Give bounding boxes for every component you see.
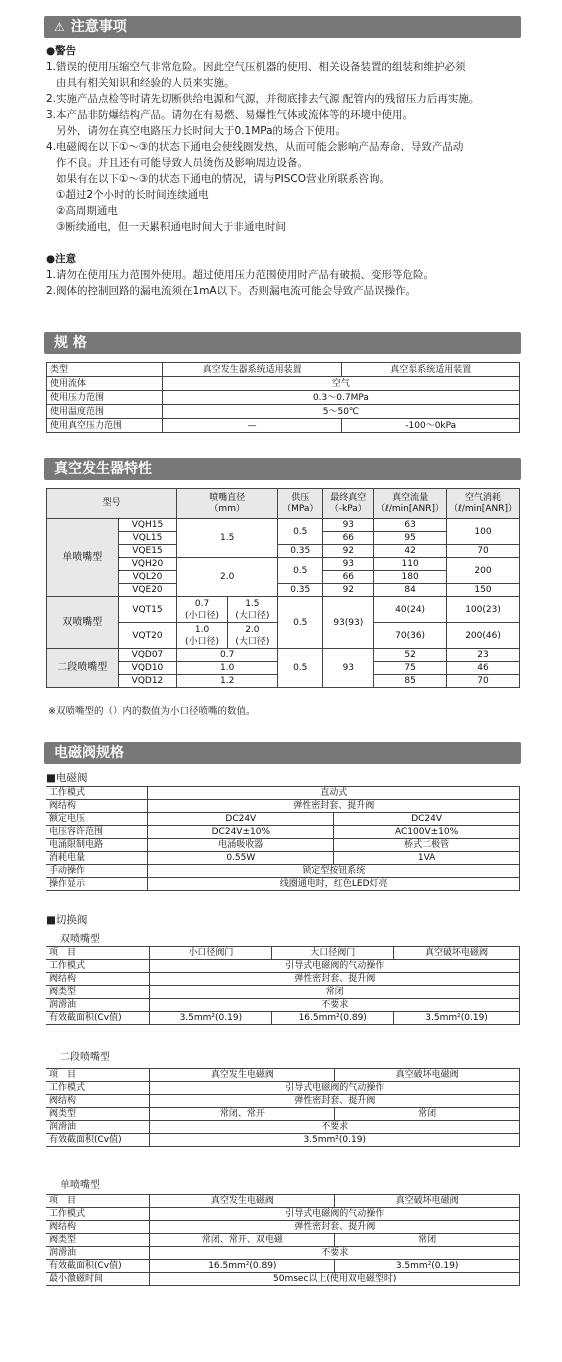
table-row xyxy=(46,1082,520,1095)
nozzle-note: (大口径) xyxy=(235,610,270,621)
warning-line: 如果有在以下①～③的状态下通电的情况，请与PISCO营业所联系咨询。 xyxy=(56,173,391,185)
table-row xyxy=(46,1012,520,1025)
warning-line: 3.本产品非防爆结构产品。请勿在有易燃、易爆性气体或流体等的环境中使用。 xyxy=(46,109,414,121)
supply-cell: 0.35 xyxy=(278,584,323,597)
row-label: 电压容许范围 xyxy=(46,826,148,839)
col-header: 小口径阀门 xyxy=(150,947,272,960)
air-cell: 70 xyxy=(447,545,520,558)
spec-label: 类型 xyxy=(47,363,163,377)
supply-cell: 0.5 xyxy=(278,519,323,545)
caution-line: 1.请勿在使用压力范围外使用。超过使用压力范围使用时产品有破损、变形等危险。 xyxy=(46,269,435,281)
table-row xyxy=(47,545,520,558)
vg-table xyxy=(46,488,520,688)
group-single: 单喷嘴型 xyxy=(47,519,119,597)
spec-table xyxy=(46,362,520,433)
row-value: 电涌吸收器 xyxy=(148,839,334,852)
model-cell: VQH15 xyxy=(118,519,177,532)
spec-label: 使用真空压力范围 xyxy=(47,419,163,433)
spec-label: 使用流体 xyxy=(47,377,163,391)
table-row xyxy=(46,986,520,999)
row-value: 3.5mm²(0.19) xyxy=(150,1134,520,1147)
supply-cell: 0.5 xyxy=(278,649,323,688)
table-row xyxy=(46,1069,520,1082)
vac-cell: 93 xyxy=(323,558,374,571)
table-row xyxy=(46,973,520,986)
table-row xyxy=(46,878,520,891)
warning-triangle-icon: ⚠ xyxy=(54,20,65,34)
vac-cell: 92 xyxy=(323,584,374,597)
table-row xyxy=(46,800,520,813)
table-row xyxy=(47,391,520,405)
row-value: DC24V±10% xyxy=(148,826,334,839)
warning-line: 另外，请勿在真空电路压力长时间大于0.1MPa的场合下使用。 xyxy=(56,125,347,137)
col-header: 真空破坏电磁阀 xyxy=(394,947,520,960)
row-label: 润滑油 xyxy=(46,1247,150,1260)
nozzle-value: 1.5 xyxy=(245,598,260,609)
col-header-supply xyxy=(278,489,323,519)
two-stage-title: 二段喷嘴型 xyxy=(60,1052,110,1063)
row-value: 0.55W xyxy=(148,852,334,865)
row-label: 阀类型 xyxy=(46,1234,150,1247)
vac-cell: 93 xyxy=(323,649,374,688)
row-label: 有效截面积(Cv值) xyxy=(46,1260,150,1273)
flow-cell: 110 xyxy=(374,558,447,571)
row-value: 3.5mm²(0.19) xyxy=(150,1012,272,1025)
row-value: 桥式二极管 xyxy=(334,839,520,852)
spec-value: 5～50℃ xyxy=(162,405,519,419)
row-label: 项 目 xyxy=(46,1069,150,1082)
col-header-unit: （ℓ/min[ANR]） xyxy=(449,503,517,514)
row-value: 直动式 xyxy=(148,787,520,800)
vg-footnote: ※双喷嘴型的（）内的数值为小口径喷嘴的数值。 xyxy=(48,706,256,717)
model-cell: VQD12 xyxy=(118,675,177,688)
two-stage-table xyxy=(46,1068,520,1147)
supply-cell: 0.35 xyxy=(278,545,323,558)
spec-value: 0.3～0.7MPa xyxy=(162,391,519,405)
row-value: 弹性密封套、提升阀 xyxy=(150,1221,520,1234)
row-value: 锁定型按钮系统 xyxy=(148,865,520,878)
row-value: 弹性密封套、提升阀 xyxy=(148,800,520,813)
table-row xyxy=(46,960,520,973)
col-header-text: 真空流量 xyxy=(392,492,429,503)
vg-title: 真空发生器特性 xyxy=(54,461,152,477)
nozzle-large-cell xyxy=(227,597,277,623)
solenoid-table xyxy=(46,786,520,891)
row-label: 阀结构 xyxy=(46,1221,150,1234)
flow-cell: 63 xyxy=(374,519,447,532)
col-header-unit: （ℓ/min[ANR]） xyxy=(376,503,445,514)
sol-section-header xyxy=(44,742,521,764)
group-two-stage: 二段喷嘴型 xyxy=(47,649,119,688)
table-header-row xyxy=(47,489,520,519)
table-row xyxy=(47,584,520,597)
row-value: 常闭 xyxy=(335,1234,520,1247)
row-label: 工作模式 xyxy=(46,787,148,800)
supply-cell: 0.5 xyxy=(278,597,323,649)
table-row xyxy=(47,363,520,377)
row-label: 阀结构 xyxy=(46,800,148,813)
double-nozzle-table xyxy=(46,946,520,1025)
table-row xyxy=(46,1208,520,1221)
table-row xyxy=(46,1234,520,1247)
row-value: 常闭 xyxy=(335,1108,520,1121)
warning-line: ②高周期通电 xyxy=(56,205,118,217)
warning-title: ●警告 xyxy=(46,45,77,57)
single-nozzle-title: 单喷嘴型 xyxy=(60,1180,100,1191)
col-header-text: 喷嘴直径 xyxy=(209,492,246,503)
nozzle-note: (小口径) xyxy=(185,610,220,621)
caution-line: 2.阀体的控制回路的漏电流须在1mA以下。否则漏电流可能会导致产品误操作。 xyxy=(46,285,417,297)
table-row xyxy=(46,1134,520,1147)
table-row xyxy=(46,999,520,1012)
row-label: 操作显示 xyxy=(46,878,148,891)
model-cell: VQD07 xyxy=(118,649,177,662)
row-value: DC24V xyxy=(148,813,334,826)
model-cell: VQT15 xyxy=(118,597,177,623)
flow-cell: 85 xyxy=(374,675,447,688)
group-double: 双喷嘴型 xyxy=(47,597,119,649)
col-header-unit: （MPa） xyxy=(282,503,319,514)
row-label: 手动操作 xyxy=(46,865,148,878)
row-value: 常闭、常开 xyxy=(150,1108,335,1121)
table-row xyxy=(47,558,520,571)
spec-value: -100～0kPa xyxy=(342,419,520,433)
row-value: 不要求 xyxy=(150,1247,520,1260)
nozzle-large-cell xyxy=(227,623,277,649)
double-nozzle-title: 双喷嘴型 xyxy=(60,934,100,945)
table-row xyxy=(46,839,520,852)
vac-cell: 66 xyxy=(323,571,374,584)
col-header-text: 供压 xyxy=(291,492,310,503)
warning-line: 4.电磁阀在以下①～③的状态下通电会使线圈发热，从而可能会影响产品寿命、导致产品动 xyxy=(46,141,464,153)
table-row xyxy=(47,405,520,419)
table-row xyxy=(47,597,520,623)
table-row xyxy=(46,826,520,839)
row-value: 线圈通电时，红色LED灯亮 xyxy=(148,878,520,891)
row-value: 16.5mm²(0.89) xyxy=(150,1260,335,1273)
row-value: 50msec以上(使用双电磁型时) xyxy=(150,1273,520,1286)
warning-line: 2.实施产品点检等时请先切断供给电源和气源，并彻底排去气源 配管内的残留压力后再实施。 xyxy=(46,93,480,105)
row-label: 消耗电量 xyxy=(46,852,148,865)
model-cell: VQL15 xyxy=(118,532,177,545)
row-value: 引导式电磁阀的气动操作 xyxy=(150,1082,520,1095)
table-row xyxy=(46,787,520,800)
air-cell: 70 xyxy=(447,675,520,688)
table-row xyxy=(46,947,520,960)
col-header: 大口径阀门 xyxy=(272,947,394,960)
nozzle-note: (大口径) xyxy=(235,636,270,647)
table-row xyxy=(47,419,520,433)
flow-cell: 42 xyxy=(374,545,447,558)
sub-title-solenoid: ■电磁阀 xyxy=(46,772,88,784)
warning-line: 1.错误的使用压缩空气非常危险。因此空气压机器的使用、相关设备装置的组装和维护必须 xyxy=(46,61,466,73)
table-row xyxy=(46,1221,520,1234)
row-value: DC24V xyxy=(334,813,520,826)
table-row xyxy=(46,1095,520,1108)
col-header: 真空破坏电磁阀 xyxy=(335,1069,520,1082)
table-row xyxy=(46,1273,520,1286)
row-label: 电涌限制电路 xyxy=(46,839,148,852)
col-header: 真空破坏电磁阀 xyxy=(335,1195,520,1208)
vac-cell: 93 xyxy=(323,519,374,532)
row-label: 润滑油 xyxy=(46,1121,150,1134)
row-label: 润滑油 xyxy=(46,999,150,1012)
notice-title: 注意事项 xyxy=(70,19,127,35)
flow-cell: 70(36) xyxy=(374,623,447,649)
col-header-text: 最终真空 xyxy=(330,492,367,503)
spec-label: 使用压力范围 xyxy=(47,391,163,405)
air-cell: 150 xyxy=(447,584,520,597)
spec-label: 使用温度范围 xyxy=(47,405,163,419)
nozzle-value: 0.7 xyxy=(194,598,210,609)
warning-line: 作不良。并且还有可能导致人员烫伤及影响周边设备。 xyxy=(56,157,308,169)
nozzle-note: (小口径) xyxy=(185,636,220,647)
row-value: 不要求 xyxy=(150,999,520,1012)
row-label: 额定电压 xyxy=(46,813,148,826)
col-header-unit: （-kPa） xyxy=(329,503,367,514)
sol-title: 电磁阀规格 xyxy=(54,745,124,761)
warning-line: 由具有相关知识和经验的人员来实施。 xyxy=(56,77,235,89)
row-label: 阀类型 xyxy=(46,1108,150,1121)
model-cell: VQH20 xyxy=(118,558,177,571)
table-row xyxy=(46,1195,520,1208)
table-row xyxy=(46,852,520,865)
row-label: 有效截面积(Cv值) xyxy=(46,1012,150,1025)
row-label: 工作模式 xyxy=(46,1208,150,1221)
col-header-unit: （mm） xyxy=(209,503,245,514)
nozzle-cell: 1.5 xyxy=(177,519,278,558)
table-row xyxy=(46,1121,520,1134)
model-cell: VQD10 xyxy=(118,662,177,675)
row-value: 常闭 xyxy=(150,986,520,999)
notice-section-header xyxy=(44,16,521,38)
model-cell: VQL20 xyxy=(118,571,177,584)
warning-line: ③断续通电，但一天累积通电时间大于非通电时间 xyxy=(56,221,286,233)
row-value: 1VA xyxy=(334,852,520,865)
air-cell: 46 xyxy=(447,662,520,675)
nozzle-cell: 1.2 xyxy=(177,675,278,688)
nozzle-small-cell xyxy=(177,623,227,649)
flow-cell: 75 xyxy=(374,662,447,675)
row-label: 最小激磁时间 xyxy=(46,1273,150,1286)
spec-value: 真空发生器系统适用装置 xyxy=(162,363,342,377)
spec-title: 规 格 xyxy=(54,335,87,351)
spec-value: 真空泵系统适用装置 xyxy=(342,363,520,377)
col-header-vacuum xyxy=(323,489,374,519)
nozzle-small-cell xyxy=(177,597,227,623)
row-value: 引导式电磁阀的气动操作 xyxy=(150,1208,520,1221)
single-nozzle-table xyxy=(46,1194,520,1286)
table-row xyxy=(46,1247,520,1260)
table-row xyxy=(47,649,520,662)
row-value: 3.5mm²(0.19) xyxy=(394,1012,520,1025)
supply-cell: 0.5 xyxy=(278,558,323,584)
col-header: 真空发生电磁阀 xyxy=(150,1069,335,1082)
row-value: AC100V±10% xyxy=(334,826,520,839)
row-value: 不要求 xyxy=(150,1121,520,1134)
model-cell: VQE20 xyxy=(118,584,177,597)
row-value: 弹性密封套、提升阀 xyxy=(150,973,520,986)
nozzle-cell: 0.7 xyxy=(177,649,278,662)
row-value: 3.5mm²(0.19) xyxy=(335,1260,520,1273)
air-cell: 100(23) xyxy=(447,597,520,623)
vac-cell: 92 xyxy=(323,545,374,558)
row-value: 弹性密封套、提升阀 xyxy=(150,1095,520,1108)
nozzle-value: 1.0 xyxy=(194,624,210,635)
spec-value: 空气 xyxy=(162,377,519,391)
vac-cell: 93(93) xyxy=(323,597,374,649)
table-row xyxy=(46,1260,520,1273)
col-header-nozzle xyxy=(177,489,278,519)
row-label: 项 目 xyxy=(46,1195,150,1208)
row-label: 工作模式 xyxy=(46,1082,150,1095)
col-header-model: 型号 xyxy=(47,489,177,519)
row-value: 16.5mm²(0.89) xyxy=(272,1012,394,1025)
col-header-flow xyxy=(374,489,447,519)
col-header-text: 空气消耗 xyxy=(465,492,502,503)
flow-cell: 52 xyxy=(374,649,447,662)
air-cell: 200 xyxy=(447,558,520,584)
sub-title-switch: ■切换阀 xyxy=(46,914,88,926)
air-cell: 200(46) xyxy=(447,623,520,649)
table-row xyxy=(46,1108,520,1121)
row-label: 项 目 xyxy=(46,947,150,960)
flow-cell: 84 xyxy=(374,584,447,597)
row-label: 阀结构 xyxy=(46,1095,150,1108)
spec-value: — xyxy=(162,419,342,433)
nozzle-value: 2.0 xyxy=(245,624,260,635)
vac-cell: 66 xyxy=(323,532,374,545)
spec-section-header xyxy=(44,332,521,354)
row-label: 有效截面积(Cv值) xyxy=(46,1134,150,1147)
row-label: 阀结构 xyxy=(46,973,150,986)
col-header-air xyxy=(447,489,520,519)
air-cell: 23 xyxy=(447,649,520,662)
row-label: 阀类型 xyxy=(46,986,150,999)
warning-line: ①超过2个小时的长时间连续通电 xyxy=(56,189,209,201)
row-label: 工作模式 xyxy=(46,960,150,973)
air-cell: 100 xyxy=(447,519,520,545)
caution-title: ●注意 xyxy=(46,253,77,265)
nozzle-cell: 1.0 xyxy=(177,662,278,675)
flow-cell: 40(24) xyxy=(374,597,447,623)
flow-cell: 95 xyxy=(374,532,447,545)
table-row xyxy=(46,813,520,826)
model-cell: VQT20 xyxy=(118,623,177,649)
model-cell: VQE15 xyxy=(118,545,177,558)
row-value: 常闭、常开、双电磁 xyxy=(150,1234,335,1247)
table-row xyxy=(47,519,520,532)
table-row xyxy=(47,377,520,391)
flow-cell: 180 xyxy=(374,571,447,584)
col-header: 真空发生电磁阀 xyxy=(150,1195,335,1208)
nozzle-cell: 2.0 xyxy=(177,558,278,597)
vg-section-header xyxy=(44,458,521,480)
table-row xyxy=(46,865,520,878)
row-value: 引导式电磁阀的气动操作 xyxy=(150,960,520,973)
